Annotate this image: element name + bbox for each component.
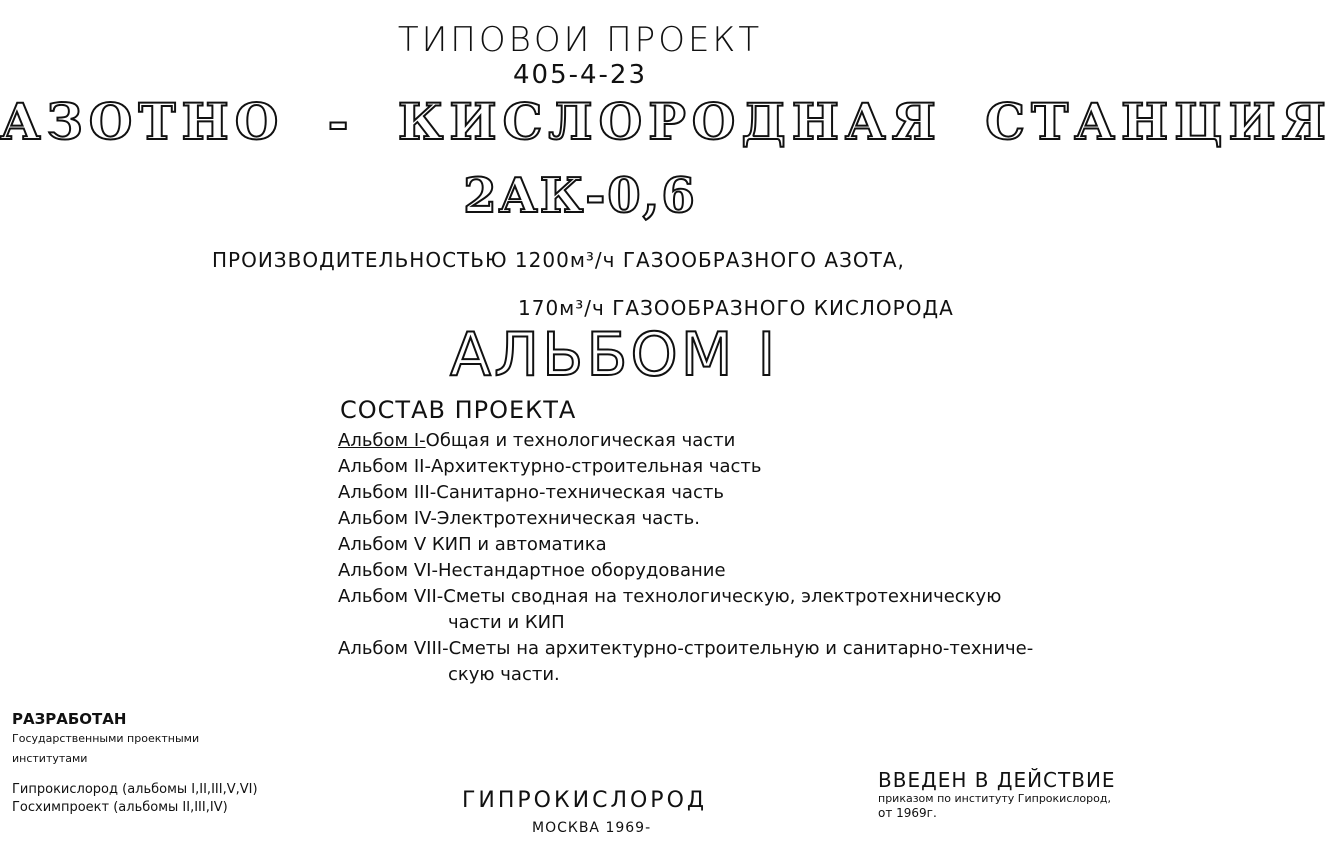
enacted-date: от 1969г. xyxy=(878,806,937,820)
composition-item xyxy=(338,506,1033,532)
composition-list xyxy=(338,428,1033,688)
type-project-label: ТИПОВОИ ПРОЕКТ xyxy=(397,20,763,60)
album-title: АЛЬБОМ I xyxy=(450,320,779,390)
developed-by-institute: Госхимпроект (альбомы II,III,IV) xyxy=(12,800,228,815)
album-ref: Альбом I- xyxy=(338,430,426,451)
album-ref: Альбом IV- xyxy=(338,508,437,529)
album-ref: Альбом II- xyxy=(338,456,431,477)
composition-item xyxy=(338,428,1033,454)
album-ref: Альбом V xyxy=(338,534,427,555)
composition-item xyxy=(338,454,1033,480)
developed-by-institute: Гипрокислород (альбомы I,II,III,V,VI) xyxy=(12,782,258,797)
composition-item-continuation xyxy=(338,662,1033,688)
composition-item xyxy=(338,480,1033,506)
album-ref: Альбом III- xyxy=(338,482,437,503)
enacted-heading: ВВЕДЕН В ДЕЙСТВИЕ xyxy=(878,768,1116,792)
album-description: Сметы на архитектурно-строительную и санитарно-техниче- xyxy=(448,638,1034,659)
composition-item xyxy=(338,558,1033,584)
album-ref: Альбом VII- xyxy=(338,586,444,607)
developed-by-heading: РАЗРАБОТАН xyxy=(12,710,127,728)
album-description: части и КИП xyxy=(448,612,565,633)
composition-item xyxy=(338,636,1033,662)
station-name-title: АЗОТНО - КИСЛОРОДНАЯ СТАНЦИЯ xyxy=(0,92,1332,151)
composition-item xyxy=(338,532,1033,558)
album-description: Архитектурно-строительная часть xyxy=(430,456,762,477)
composition-heading: СОСТАВ ПРОЕКТА xyxy=(340,396,577,424)
album-description: Сметы сводная на технологическую, электротехническую xyxy=(443,586,1002,607)
album-description: КИП и автоматика xyxy=(431,534,607,555)
album-description: Нестандартное оборудование xyxy=(437,560,726,581)
capacity-nitrogen: ПРОИЗВОДИТЕЛЬНОСТЬЮ 1200м³/ч ГАЗООБРАЗНОГО АЗОТА, xyxy=(212,248,905,272)
developed-by-line: институтами xyxy=(12,752,88,765)
station-model: 2АК-0,6 xyxy=(463,168,697,224)
album-ref: Альбом VIII- xyxy=(338,638,449,659)
album-description: Общая и технологическая части xyxy=(425,430,736,451)
album-ref: Альбом VI- xyxy=(338,560,438,581)
composition-item-continuation xyxy=(338,610,1033,636)
project-number: 405-4-23 xyxy=(512,60,647,90)
album-description: скую части. xyxy=(448,664,560,685)
album-description: Санитарно-техническая часть xyxy=(436,482,724,503)
city-year: МОСКВА 1969- xyxy=(532,820,652,836)
album-description: Электротехническая часть. xyxy=(436,508,700,529)
composition-item xyxy=(338,584,1033,610)
enacted-order: приказом по институту Гипрокислород, xyxy=(878,792,1111,805)
capacity-oxygen: 170м³/ч ГАЗООБРАЗНОГО КИСЛОРОДА xyxy=(518,296,954,320)
organization-name: ГИПРОКИСЛОРОД xyxy=(462,788,708,813)
developed-by-line: Государственными проектными xyxy=(12,732,200,745)
